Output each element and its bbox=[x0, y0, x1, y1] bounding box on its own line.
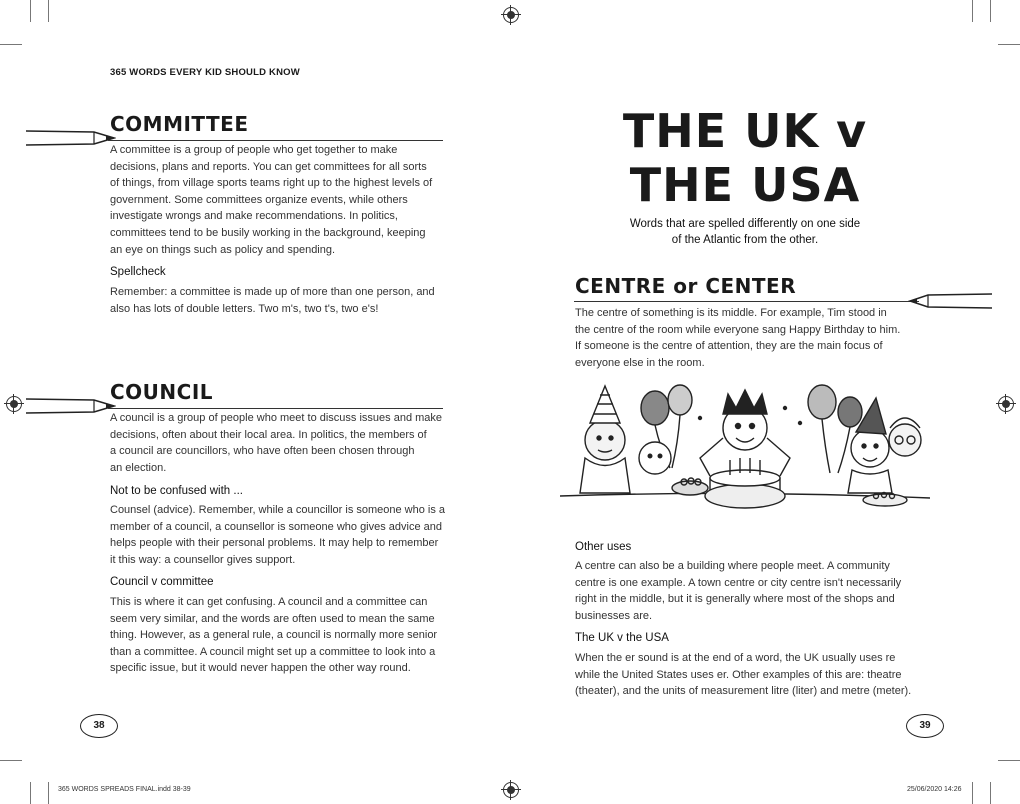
centre-heading: CENTRE or CENTER bbox=[575, 274, 797, 298]
council-body bbox=[110, 410, 442, 476]
text-line: This is where it can get confusing. A council and a committee can bbox=[110, 596, 428, 608]
text-line: than a committee. A council might set up a committee to look into a bbox=[110, 645, 436, 658]
text-line: investigate wrongs and make recommendations. In politics, bbox=[110, 210, 398, 223]
text-line: a council are councillors, who have often been chosen through bbox=[110, 445, 415, 458]
text-line: of things, from village sports teams right up to the highest levels of bbox=[110, 177, 433, 190]
text-line: member of a council, a counsellor is someone who gives advice and bbox=[110, 520, 443, 533]
slug-date: 25/06/2020 14:26 bbox=[907, 786, 962, 793]
text-line: also has lots of double letters. Two m's, two t's, two e's! bbox=[110, 302, 379, 315]
other-uses-body bbox=[575, 558, 901, 624]
text-line: thing. However, as a general rule, a council is normally more senior bbox=[110, 629, 438, 642]
spellcheck-body bbox=[110, 284, 435, 317]
text-line: If someone is the centre of attention, they are the main focus of bbox=[575, 340, 883, 353]
text-line: centre is one example. A town centre or city centre isn't necessarily bbox=[575, 576, 902, 589]
right-page bbox=[510, 0, 1020, 804]
centre-rule bbox=[574, 301, 919, 302]
text-line: A council is a group of people who meet to discuss issues and make bbox=[110, 412, 443, 424]
page-number: 38 bbox=[80, 714, 118, 738]
page-number: 39 bbox=[906, 714, 944, 738]
other-uses-heading: Other uses bbox=[575, 541, 632, 553]
committee-heading: COMMITTEE bbox=[110, 112, 249, 136]
pencil-icon bbox=[24, 396, 116, 416]
uk-v-usa-heading: The UK v the USA bbox=[575, 632, 669, 644]
text-line: Counsel (advice). Remember, while a councillor is someone who is a bbox=[110, 504, 446, 516]
title-line-1: THE UK v bbox=[622, 104, 868, 158]
council-v-committee-heading: Council v committee bbox=[110, 576, 214, 588]
text-line: The centre of something is its middle. For example, Tim stood in bbox=[575, 307, 887, 319]
text-line: everyone else in the room. bbox=[575, 356, 705, 369]
committee-rule bbox=[108, 140, 443, 141]
running-head: 365 WORDS EVERY KID SHOULD KNOW bbox=[110, 67, 300, 78]
text-line: committees tend to be busily working in the background, keeping bbox=[110, 226, 426, 239]
text-line: When the er sound is at the end of a word, the UK usually uses re bbox=[575, 652, 896, 664]
text-line: Remember: a committee is made up of more than one person, and bbox=[110, 286, 435, 298]
committee-body bbox=[110, 142, 432, 258]
text-line: decisions, plans and reports. You can get committees for all sorts bbox=[110, 160, 427, 173]
pencil-icon bbox=[908, 291, 994, 311]
centre-body bbox=[575, 305, 900, 371]
text-line: government. Some committees organize events, while others bbox=[110, 193, 408, 206]
text-line: the centre of the room while everyone sang Happy Birthday to him. bbox=[575, 323, 901, 336]
text-line: it this way: a counsellor gives support. bbox=[110, 553, 296, 566]
text-line: (theater), and the units of measurement litre (liter) and metre (meter). bbox=[575, 685, 912, 698]
confused-body bbox=[110, 502, 445, 568]
text-line: while the United States uses er. Other examples of this are: theatre bbox=[575, 668, 902, 681]
spellcheck-heading: Spellcheck bbox=[110, 266, 166, 278]
text-line: right in the middle, but it is generally where most of the shops and bbox=[575, 593, 895, 606]
council-heading: COUNCIL bbox=[110, 380, 214, 404]
text-line: A committee is a group of people who get together to make bbox=[110, 144, 398, 156]
confused-heading: Not to be confused with ... bbox=[110, 485, 243, 497]
text-line: an eye on things such as policy and spending. bbox=[110, 243, 336, 256]
text-line: decisions, often about their local area. In politics, the members of bbox=[110, 428, 427, 441]
text-line: seem very similar, and the words are often used to mean the same bbox=[110, 612, 435, 625]
title-line-2: THE USA bbox=[629, 158, 861, 212]
pencil-icon bbox=[24, 128, 116, 148]
uk-v-usa-body bbox=[575, 650, 911, 700]
subtitle-line-1: Words that are spelled differently on one side bbox=[629, 218, 861, 230]
subtitle-line-2: of the Atlantic from the other. bbox=[671, 234, 819, 246]
text-line: helps people with their personal problems. It may help to remember bbox=[110, 537, 439, 550]
text-line: an election. bbox=[110, 461, 167, 474]
slug-file: 365 WORDS SPREADS FINAL.indd 38-39 bbox=[58, 786, 191, 793]
text-line: specific issue, but it would never happen the other way round. bbox=[110, 662, 411, 675]
text-line: A centre can also be a building where people meet. A community bbox=[575, 560, 890, 572]
party-illustration bbox=[560, 378, 930, 518]
text-line: businesses are. bbox=[575, 609, 653, 622]
council-rule bbox=[108, 408, 443, 409]
council-v-committee-body bbox=[110, 594, 437, 677]
